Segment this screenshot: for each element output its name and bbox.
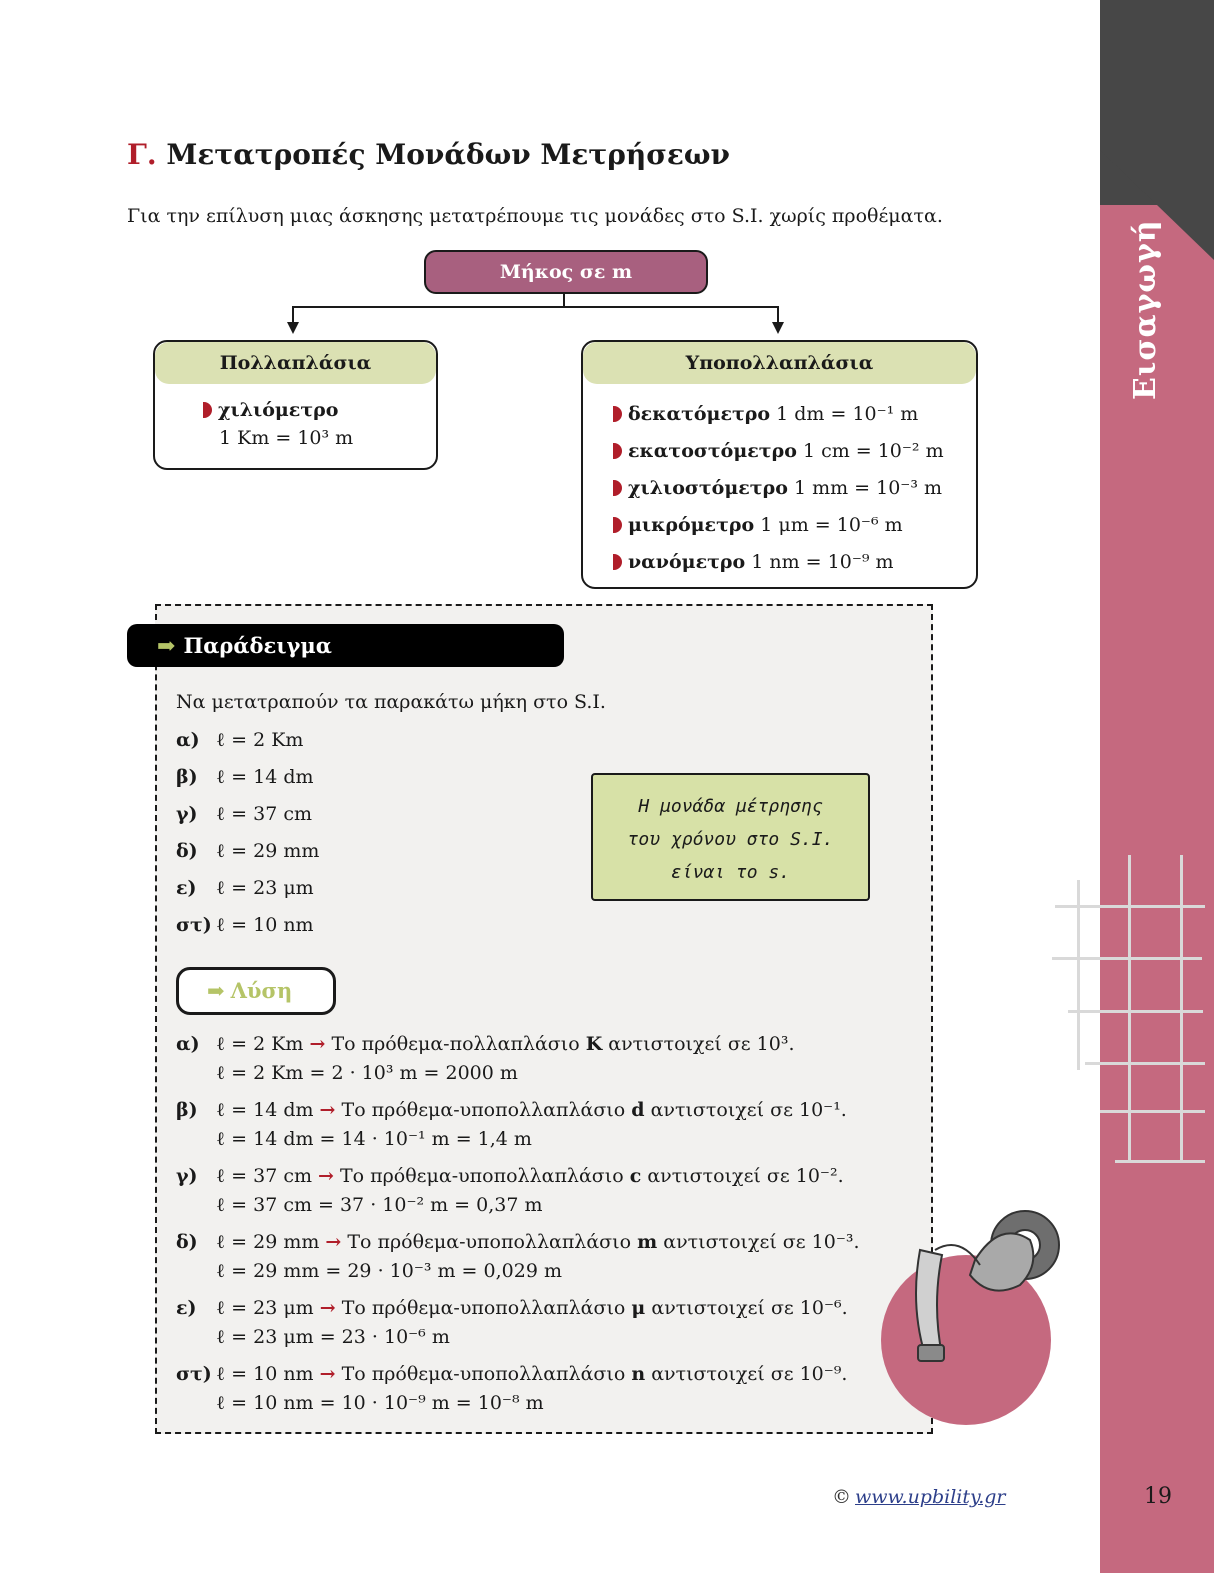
note-line: είναι το s. <box>670 862 791 883</box>
multiples-box <box>153 340 438 470</box>
arrow-icon: → <box>318 1165 334 1187</box>
section-title-text: Μετατροπές Μονάδων Μετρήσεων <box>166 138 730 171</box>
list-item: ε) ℓ = 23 μm <box>176 877 314 899</box>
arrow-icon: → <box>319 1297 336 1319</box>
bullet-icon <box>613 443 622 459</box>
root-node: Μήκος σε m <box>424 250 708 294</box>
note-line: Η μονάδα μέτρησης <box>638 796 823 817</box>
list-item: β) ℓ = 14 dm <box>176 766 314 788</box>
intro-paragraph: Για την επίλυση μιας άσκησης μετατρέπουμε τις μονάδες στο S.I. χωρίς προθέματα. <box>127 205 943 227</box>
solution-item: β) ℓ = 14 dm → Το πρόθεμα-υποπολλαπλάσιο d αντιστοιχεί σε 10⁻¹. ℓ = 14 dm = 14 · 10⁻¹ m = 1,4 m <box>176 1099 847 1150</box>
footer-credit <box>832 1486 1006 1508</box>
solution-item: α) ℓ = 2 Km → Το πρόθεμα-πολλαπλάσιο K αντιστοιχεί σε 10³. ℓ = 2 Km = 2 · 10³ m = 2000 m <box>176 1033 795 1084</box>
arrow-icon: → <box>319 1363 336 1385</box>
list-item: στ) ℓ = 10 nm <box>176 914 314 936</box>
note-card <box>591 773 870 901</box>
arrow-icon: → <box>309 1033 326 1055</box>
section-letter: Γ. <box>127 138 157 171</box>
arrow-icon: ➡ <box>157 633 176 659</box>
multiple-item: χιλιόμετρο 1 Km = 10³ m <box>203 396 353 452</box>
tape-measure-icon <box>880 1205 1070 1430</box>
example-heading-tab <box>127 624 564 667</box>
solution-item: δ) ℓ = 29 mm → Το πρόθεμα-υποπολλαπλάσιο m αντιστοιχεί σε 10⁻³. ℓ = 29 mm = 29 · 10⁻³ m = 0,029 m <box>176 1231 860 1282</box>
list-item: α) ℓ = 2 Km <box>176 729 304 751</box>
solution-heading: Λύση <box>230 978 293 1003</box>
note-line: του χρόνου στο S.I. <box>627 829 834 850</box>
submultiples-heading: Υποπολλαπλάσια <box>583 342 976 384</box>
page-number: 19 <box>1144 1484 1172 1509</box>
bullet-icon <box>203 402 212 418</box>
submultiples-box <box>581 340 978 589</box>
section-title <box>127 138 730 171</box>
list-item: εκατοστόμετρο 1 cm = 10⁻² m <box>613 433 944 470</box>
list-item: δεκατόμετρο 1 dm = 10⁻¹ m <box>613 396 944 433</box>
example-prompt: Να μετατραπούν τα παρακάτω μήκη στο S.I. <box>176 691 606 713</box>
list-item: γ) ℓ = 37 cm <box>176 803 312 825</box>
example-heading: Παράδειγμα <box>183 633 332 658</box>
list-item: νανόμετρο 1 nm = 10⁻⁹ m <box>613 544 944 581</box>
solution-item: γ) ℓ = 37 cm → Το πρόθεμα-υποπολλαπλάσιο c αντιστοιχεί σε 10⁻². ℓ = 37 cm = 37 · 10⁻² m = 0,37 m <box>176 1165 844 1216</box>
multiples-heading: Πολλαπλάσια <box>155 342 436 384</box>
footer-link[interactable]: www.upbility.gr <box>855 1486 1006 1508</box>
chapter-label: Εισαγωγή <box>1128 219 1163 400</box>
solution-item: ε) ℓ = 23 μm → Το πρόθεμα-υποπολλαπλάσιο μ αντιστοιχεί σε 10⁻⁶. ℓ = 23 μm = 23 · 10⁻⁶ m <box>176 1297 848 1348</box>
bullet-icon <box>613 554 622 570</box>
bullet-icon <box>613 480 622 496</box>
list-item: μικρόμετρο 1 μm = 10⁻⁶ m <box>613 507 944 544</box>
bullet-icon <box>613 406 622 422</box>
arrow-icon: ➡ <box>207 978 225 1003</box>
solution-heading-tab <box>176 967 336 1015</box>
arrow-icon: → <box>325 1231 342 1253</box>
solution-list <box>176 1030 860 1418</box>
copyright-symbol: © <box>832 1486 851 1508</box>
bullet-icon <box>613 517 622 533</box>
list-item: δ) ℓ = 29 mm <box>176 840 320 862</box>
example-list <box>176 722 319 944</box>
solution-item: στ) ℓ = 10 nm → Το πρόθεμα-υποπολλαπλάσιο n αντιστοιχεί σε 10⁻⁹. ℓ = 10 nm = 10 · 10⁻⁹ m = 10⁻⁸ m <box>176 1363 848 1414</box>
list-item: χιλιοστόμετρο 1 mm = 10⁻³ m <box>613 470 944 507</box>
arrow-icon: → <box>319 1099 336 1121</box>
submultiples-list <box>613 396 944 581</box>
